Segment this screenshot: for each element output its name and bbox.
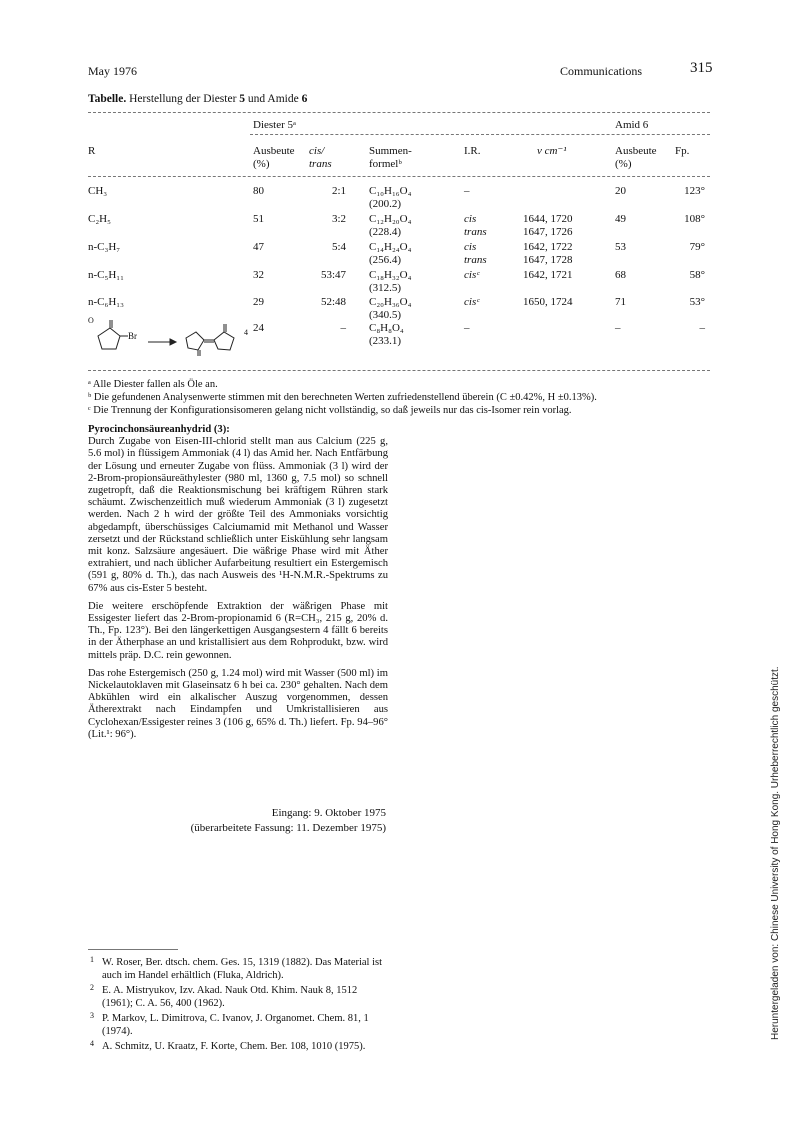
reaction-structure-drawing [88, 316, 258, 362]
oxygen-label-left: O [88, 316, 94, 325]
download-notice: Heruntergeladen von: Chinese University of Hong Kong. Urheberrechtlich geschützt. [770, 666, 781, 1040]
col-formel: Summen- [369, 145, 412, 157]
col-cis: cis/ [309, 145, 325, 157]
reference-item: 3 P. Markov, L. Dimitrova, C. Ivanov, J. Organomet. Chem. 81, 1 (1974). [90, 1011, 369, 1037]
body-text [88, 424, 388, 747]
references-rule [88, 949, 178, 950]
col-ausbeute2-unit: (%) [615, 158, 632, 170]
running-header-date: May 1976 [88, 64, 137, 78]
col-ausbeute2: Ausbeute [615, 145, 657, 157]
footnote-c: ᶜ Die Trennung der Konfigurationsisomeren gelang nicht vollständig, so daß jeweils nur das cis-Isomer rein vorlag. [88, 405, 572, 416]
table-top-rule [88, 112, 710, 113]
structure-superscript: 4 [244, 328, 248, 337]
reference-item: 2 E. A. Mistryukov, Izv. Akad. Nauk Otd. Khim. Nauk 8, 1512 (1961); C. A. 56, 400 (1962). [90, 983, 358, 1009]
group-rule [250, 134, 710, 135]
table-bottom-rule [88, 370, 710, 371]
col-formel-b: formelᵇ [369, 158, 402, 170]
col-r: R [88, 145, 96, 157]
br-label: Br [128, 331, 137, 341]
running-header-section: Communications [560, 64, 642, 78]
table-caption: Tabelle. Herstellung der Diester 5 und Amide 6 [88, 93, 308, 105]
section-heading: Pyrocinchonsäureanhydrid (3): [88, 424, 230, 435]
footnote-a: ᵃ Alle Diester fallen als Öle an. [88, 379, 218, 390]
page-number: 315 [690, 60, 713, 76]
footnote-b: ᵇ Die gefundenen Analysenwerte stimmen mit den berechneten Werten zufriedenstellend überein (C ±0.42%, H ±0.13%). [88, 392, 597, 403]
references [88, 957, 388, 1057]
reference-item: 4 A. Schmitz, U. Kraatz, F. Korte, Chem. Ber. 108, 1010 (1975). [90, 1039, 366, 1052]
reference-item: 1 W. Roser, Ber. dtsch. chem. Ges. 15, 1319 (1882). Das Material ist auch im Handel erhältlich (Fluka, Aldrich). [90, 955, 383, 981]
group-diester: Diester 5ᵃ [253, 119, 297, 131]
paragraph-3: Das rohe Estergemisch (250 g, 1.24 mol) wird mit Wasser (500 ml) im Nickelautoklaven mit Glaseinsatz 6 h bei ca. 230° gehalten. Nach dem Abkühlen wird ein alkalischer Auszug vorgenommen, dessen Ätherextrakt nach Eindampfen und Umkristallisieren aus Cyclohexan/Essigester reines 3 (106 g, 65% d. Th.) liefert. Fp. 94–96° (Lit.¹: 96°). [88, 667, 388, 740]
paragraph-2: Die weitere erschöpfende Extraktion der wäßrigen Phase mit Essigester liefert das 2-Brom-propionamid 6 (R=CH₃, 215 g, 20% d. Th., Fp. 123°). Bei den längerkettigen Ausgangsestern 4 fällt 6 bereits in der Ätherphase an und kristallisiert aus dem Rohprodukt, bzw. wird mittels präp. D.C. rein gewonnen. [88, 600, 388, 661]
header-rule [88, 176, 710, 177]
revised-date: (überarbeitete Fassung: 11. Dezember 1975) [190, 822, 386, 834]
col-ir: I.R. [464, 145, 481, 157]
col-ausbeute-unit: (%) [253, 158, 270, 170]
col-nu: ν cm⁻¹ [537, 145, 567, 157]
col-fp: Fp. [675, 145, 690, 157]
paragraph-1: Durch Zugabe von Eisen-III-chlorid stellt man aus Calcium (225 g, 5.6 mol) in flüssigem Ammoniak (4 l) das Amid her. Nach Entfärbung der Lösung und erneuter Zugabe von flüss. Ammoniak (3 l) wird der 2-Brom-propionsäureäthylester (980 ml, 1360 g, 7.5 mol) so schnell zugetropft, daß die Reaktionsmischung bei kräftigem Rühren stark schäumt. Zwischenzeitlich muß wiederum Ammoniak (3 l) zugesetzt werden. Nach 2 h wird der größte Teil des Ammoniaks vorsichtig abgedampft, überschüssiges Calciumamid mit Methanol und Wasser zersetzt und der Rückstand schließlich unter Eiskühlung sehr langsam mit konz. Salzsäure angesäuert. Die wäßrige Phase wird mit Äther extrahiert, und nach üblicher Aufarbeitung resultiert ein Estergemisch (591 g, 80% d. Th.), das nach Ausweis des ¹H-N.M.R.-Spektrums zu 67% aus cis-Ester 5 besteht. [88, 436, 388, 594]
group-amid: Amid 6 [615, 119, 649, 131]
col-ausbeute: Ausbeute [253, 145, 295, 157]
col-trans: trans [309, 158, 332, 170]
received-date: Eingang: 9. Oktober 1975 [271, 807, 386, 819]
